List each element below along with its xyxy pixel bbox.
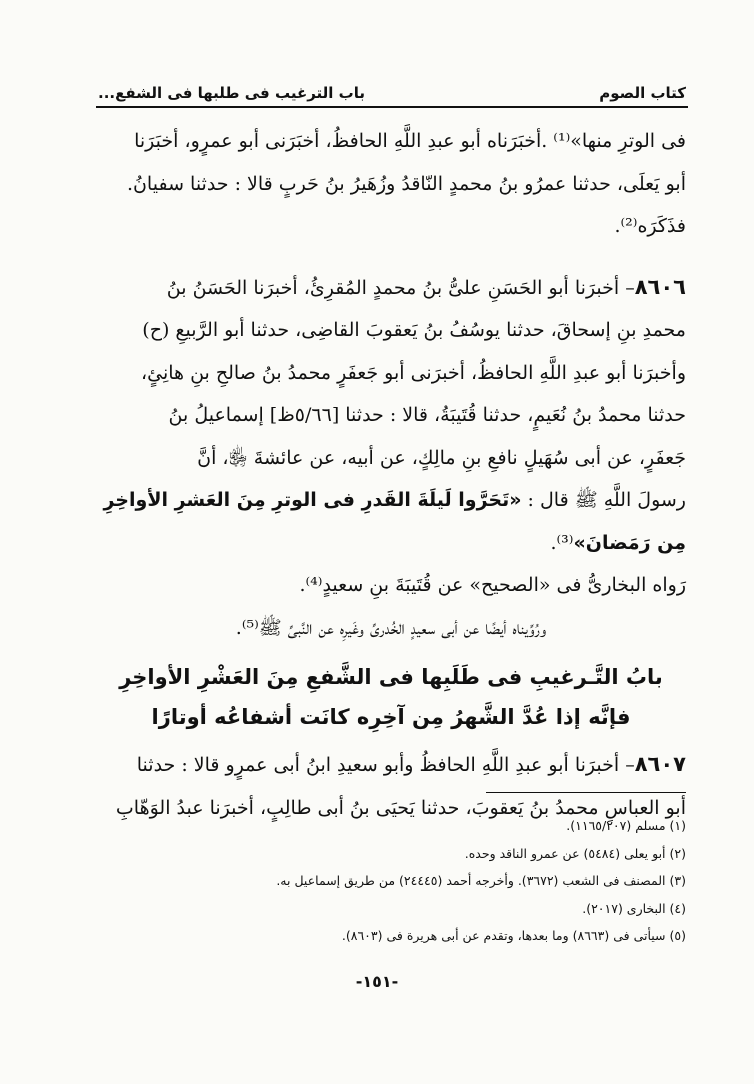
hadith-number: ٨٦٠٦ xyxy=(634,274,686,299)
header-chapter-title: باب الترغيب فى طلبها فى الشفع... xyxy=(98,84,366,102)
text-line: محمدِ بنِ إسحاقَ، حدثنا يوسُفُ بنُ يَعقوبَ القاضِى، حدثنا أبو الرَّبيعِ (ح) xyxy=(142,319,686,341)
chapter-heading-line: بابُ التَّـرغيبِ فى طَلَبِها فى الشَّفعِ مِنَ العَشْرِ الأواخِرِ xyxy=(119,665,663,689)
text-line: رَواه البخارىُّ فى «الصحيح» عن قُتَيبَةَ بنِ سعيدٍ⁽⁴⁾. xyxy=(299,574,686,596)
footnote: (٣) المصنف فى الشعب (٣٦٧٢). وأخرجه أحمد (٢٤٤٤٥) من طريق إسماعيل به. xyxy=(276,873,686,888)
footnotes xyxy=(96,812,686,950)
footnote: (٤) البخارى (٢٠١٧). xyxy=(582,900,686,916)
text-line: وأخبرَنا أبو عبدِ اللَّهِ الحافظُ، أخبرَنى أبو جَعفَرٍ محمدُ بنُ صالحِ بنِ هانِئٍ، xyxy=(140,361,686,384)
text-span: رسولَ اللَّهِ ﷺ قال : xyxy=(521,489,686,511)
page-number: -١٥١- xyxy=(355,972,399,991)
chapter-heading xyxy=(96,657,686,737)
footnote: (١) مسلم (١١٦٥/٢٠٧). xyxy=(566,818,686,833)
running-header xyxy=(98,74,686,102)
header-rule xyxy=(96,106,688,108)
text-line: فذَكَرَه⁽²⁾. xyxy=(614,215,686,237)
header-book-title: كتاب الصوم xyxy=(599,84,686,102)
text-line: حدثنا محمدُ بنُ نُعَيمٍ، حدثنا قُتَيبَةُ، قالا : حدثنا [٥/٦٦ظ] إسماعيلُ بنُ xyxy=(168,404,686,426)
hadith-8606-line xyxy=(96,266,686,310)
text-line: ورُوِّيناه أيضًا عن أبى سعيدٍ الخُدرىِّ وغَيرِه عن النَّبىِّ ﷺ⁽⁵⁾. xyxy=(235,616,547,639)
hadith-number: ٨٦٠٧ xyxy=(634,752,686,776)
text-span: – أخبرَنا أبو الحَسَنِ علىُّ بنُ محمدٍ المُقرِئُ، أخبرَنا الحَسَنُ بنُ xyxy=(166,276,635,299)
footnote-rule xyxy=(486,792,686,793)
chapter-heading-line: فإنَّه إذا عُدَّ الشَّهرُ مِن آخِرِه كانَت أشفاعُه أوتارًا xyxy=(151,705,631,729)
text-line xyxy=(96,479,686,564)
hadith-8607-line xyxy=(96,743,686,787)
prophetic-quote: «تَحَرَّوا لَيلَةَ القَدرِ فى الوترِ مِنَ العَشرِ الأواخِرِ مِن رَمَضانَ» xyxy=(103,489,686,554)
text-line: أبو العباسِ محمدُ بنُ يَعقوبَ، حدثنا يَحيَى بنُ أبى طالِبٍ، أخبرَنا عبدُ الوَهّابِ xyxy=(115,796,686,819)
text-span: – أخبرَنا أبو عبدِ اللَّهِ الحافظُ وأبو سعيدِ ابنُ أبى عمرٍو قالا : حدثنا xyxy=(136,754,635,776)
main-text xyxy=(96,120,686,829)
text-line: فى الوترِ منها»⁽¹⁾ .أخبَرَناه أبو عبدِ اللَّهِ الحافظُ، أخبَرَنى أبو عمرٍو، أخبَرَنا xyxy=(134,130,686,152)
footnote-marker: ⁽³⁾. xyxy=(550,531,574,554)
text-line: جَعفَرٍ، عن أبى سُهَيلٍ نافعِ بنِ مالِكٍ، عن أبيه، عن عائشةَ ﵂، أنَّ xyxy=(197,446,686,469)
footnote: (٥) سيأتى فى (٨٦٦٣) وما بعدها، وتقدم عن أبى هريرة فى (٨٦٠٣). xyxy=(341,928,686,943)
text-line: أبو يَعلَى، حدثنا عمرُو بنُ محمدٍ النّاقدُ وزُهَيرُ بنُ حَربٍ قالا : حدثنا سفيانُ. xyxy=(126,172,686,195)
footnote: (٢) أبو يعلى (٥٤٨٤) عن عمرو الناقد وحده. xyxy=(464,845,686,861)
